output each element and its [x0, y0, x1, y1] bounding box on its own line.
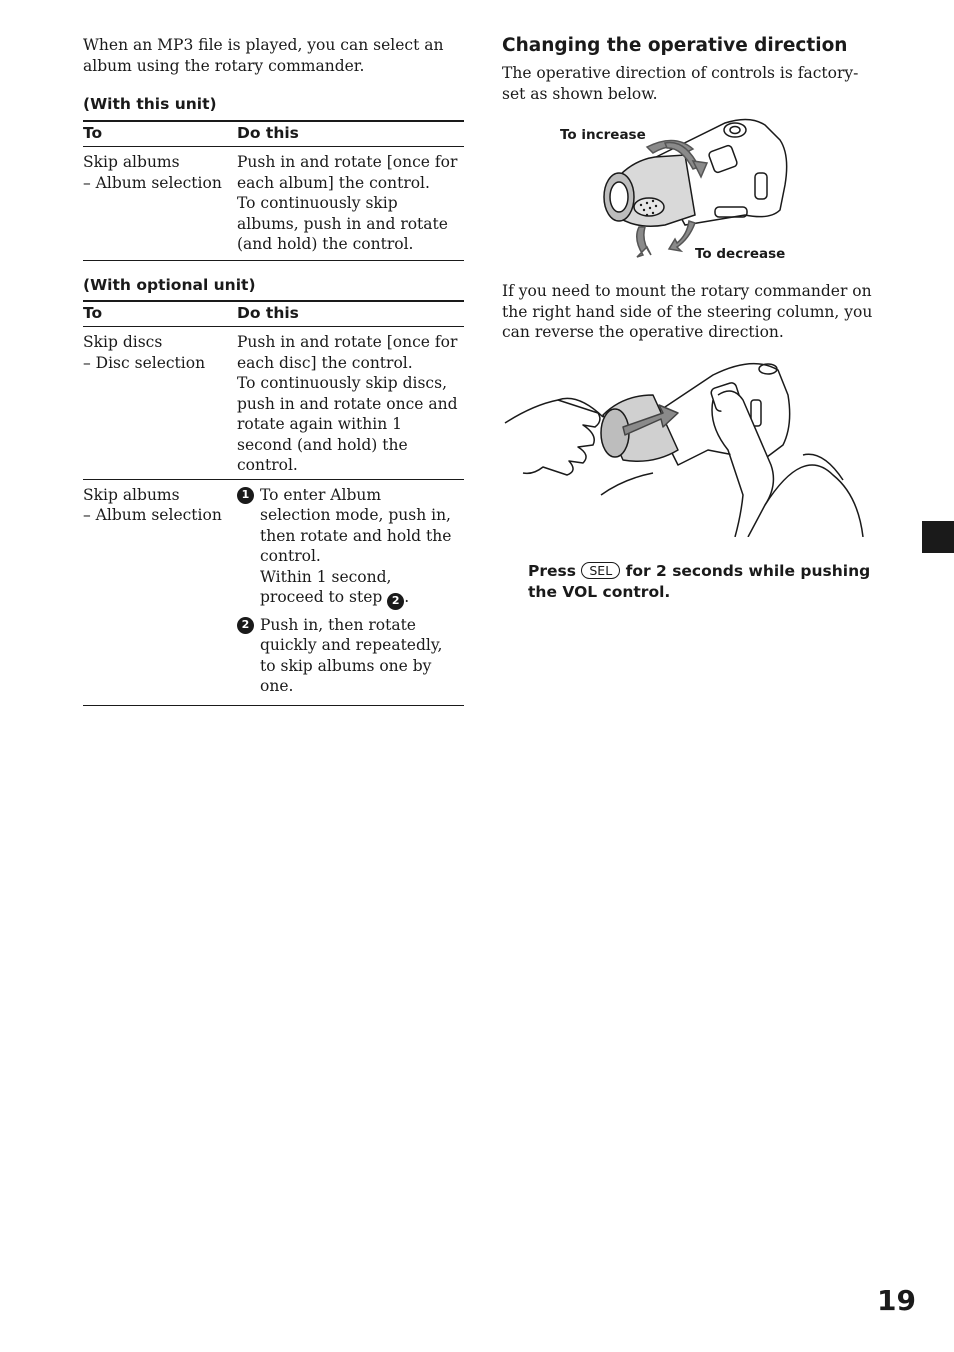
text-fragment: proceed to step — [260, 588, 383, 606]
label-to-increase: To increase — [560, 127, 646, 143]
col-header-to: To — [83, 301, 237, 327]
label-to-decrease: To decrease — [695, 246, 786, 262]
cell-to — [83, 479, 237, 705]
table-row — [83, 327, 464, 480]
text-line: – Disc selection — [83, 353, 206, 372]
text-line: Push in and rotate [once for — [237, 333, 458, 351]
text-line: each album] the control. — [237, 173, 430, 192]
text-line: Skip albums — [83, 485, 180, 504]
text-line: control. — [237, 456, 298, 474]
text-line: the VOL control. — [528, 583, 671, 601]
step-ref-badge: 2 — [387, 593, 404, 610]
text-line: the right hand side of the steering column, you — [502, 302, 873, 321]
text-line: – Album selection — [83, 173, 222, 192]
text-line: To continuously skip — [237, 194, 398, 212]
text-line: second (and hold) the — [237, 435, 408, 454]
text-line: album using the rotary commander. — [83, 56, 365, 75]
section-heading: Changing the operative direction — [502, 35, 848, 56]
text-line: When an MP3 file is played, you can select an — [83, 36, 444, 54]
text-fragment: Press — [528, 562, 576, 580]
with-this-unit-heading: (With this unit) — [83, 95, 217, 113]
text-line: control. — [260, 547, 321, 565]
table-row — [83, 479, 464, 705]
page-number: 19 — [877, 1284, 916, 1317]
step-number-badge: 1 — [237, 487, 254, 504]
text-line — [528, 561, 870, 582]
col-header-to: To — [83, 121, 237, 147]
cell-do — [237, 327, 464, 480]
mounting-paragraph — [502, 281, 872, 343]
text-line: Within 1 second, — [260, 567, 392, 586]
text-line: push in and rotate once and — [237, 394, 458, 413]
text-line: Skip albums — [83, 153, 180, 171]
text-line: – Album selection — [83, 506, 222, 524]
this-unit-table — [83, 120, 464, 261]
cell-do — [237, 479, 464, 705]
text-line: (and hold) the control. — [237, 235, 414, 253]
text-line: rotate again within 1 — [237, 415, 402, 433]
cell-to — [83, 147, 237, 261]
text-line: can reverse the operative direction. — [502, 323, 784, 341]
sel-key-icon: SEL — [581, 562, 620, 579]
cell-to — [83, 327, 237, 480]
col-header-do: Do this — [237, 301, 464, 327]
text-line: The operative direction of controls is factory- — [502, 64, 859, 82]
text-line: Skip discs — [83, 333, 163, 351]
text-line: one. — [260, 677, 294, 696]
step-number-badge: 2 — [237, 617, 254, 634]
text-line: Push in and rotate [once for — [237, 153, 458, 171]
text-line: Push in, then rotate — [260, 615, 416, 634]
text-line: albums, push in and rotate — [237, 214, 448, 233]
text-line: each disc] the control. — [237, 353, 413, 372]
text-line: To continuously skip discs, — [237, 374, 447, 392]
text-line: set as shown below. — [502, 84, 658, 103]
section-tab-marker — [922, 521, 954, 553]
cell-do — [237, 147, 464, 261]
instruction-text — [528, 561, 870, 603]
table-row — [83, 147, 464, 261]
col-header-do: Do this — [237, 121, 464, 147]
text-fragment: . — [404, 588, 410, 606]
with-optional-unit-heading: (With optional unit) — [83, 276, 256, 294]
rotary-commander-illustration — [595, 115, 795, 260]
text-line: to skip albums one by — [260, 656, 432, 675]
optional-unit-table — [83, 300, 464, 706]
intro-paragraph-right — [502, 63, 858, 104]
text-line: then rotate and hold the — [260, 526, 452, 545]
text-line: selection mode, push in, — [260, 506, 451, 524]
text-line: If you need to mount the rotary commander on — [502, 282, 872, 300]
intro-paragraph — [83, 35, 443, 76]
text-line: To enter Album — [260, 485, 382, 504]
text-line: quickly and repeatedly, — [260, 636, 443, 655]
text-line — [260, 587, 451, 610]
hand-operation-illustration — [503, 355, 869, 537]
step-1 — [237, 485, 464, 610]
step-2 — [237, 615, 464, 697]
text-fragment: for 2 seconds while pushing — [625, 562, 871, 580]
